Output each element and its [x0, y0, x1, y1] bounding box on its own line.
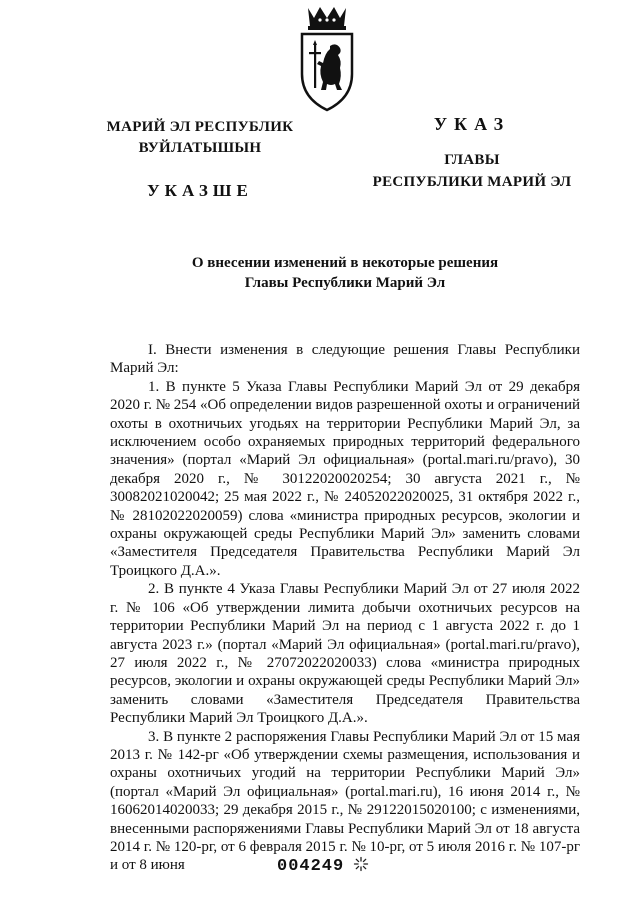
document-title: [130, 253, 560, 293]
document-body: [110, 341, 580, 875]
paragraph-item-2: 2. В пункте 4 Указа Главы Республики Марий Эл от 27 июля 2022 г. № 106 «Об утверждении лимита добычи охотничьих ресурсов на территории Республики Марий Эл на период с 1 августа 2022 г. до 1 августа 2023 г.» (портал «Марий Эл официальная» (portal.mari.ru/pravo), 27 июля 2022 г., № 27072022020033) слова «министра природных ресурсов, экологии и охраны окружающей среды Республики Марий Эл» заменить словами «Заместителя Председателя Правительства Республики Марий Эл Троицкого Д.А.».: [110, 581, 580, 727]
paragraph-intro: I. Внести изменения в следующие решения Главы Республики Марий Эл:: [110, 342, 580, 377]
asterisk-mark-icon: [353, 856, 369, 872]
header-right: [362, 114, 582, 193]
header-right-line1: УКАЗ: [433, 114, 511, 134]
coat-of-arms-icon: [296, 6, 358, 112]
header-left-line2: ВУЙЛАТЫШЫН: [138, 140, 262, 156]
document-title-line1: О внесении изменений в некоторые решения: [191, 255, 499, 271]
header-right-line3: РЕСПУБЛИКИ МАРИЙ ЭЛ: [372, 174, 572, 190]
header-left-line3: УКАЗШЕ: [147, 181, 253, 200]
header-left: [95, 117, 305, 201]
serial-number: 004249: [277, 857, 345, 876]
paragraph-item-3: 3. В пункте 2 распоряжения Главы Республики Марий Эл от 15 мая 2013 г. № 142-рг «Об утверждении схемы размещения, использования и охраны охотничьих угодий на территории Республики Марий Эл» (портал «Марий Эл официальная» (portal.mari.ru), 16 июня 2014 г., № 16062014020033; 29 декабря 2015 г., № 29122015020100; с изменениями, внесенными распоряжениями Главы Республики Марий Эл от 18 августа 2014 г. № 120-рг, от 6 февраля 2015 г. № 10-рг, от 5 июля 2016 г. № 107-рг и от 8 июня: [110, 728, 580, 874]
header-right-line2: ГЛАВЫ: [444, 152, 500, 168]
document-title-line2: Главы Республики Марий Эл: [244, 275, 446, 291]
paragraph-item-1: 1. В пункте 5 Указа Главы Республики Марий Эл от 29 декабря 2020 г. № 254 «Об определении видов разрешенной охоты и ограничений охоты в охотничьих угодьях на территории Республики Марий Эл, за исключением особо охраняемых природных территорий федерального значения» (портал «Марий Эл официальная» (portal.mari.ru/pravo), 30 декабря 2020 г., № 30122020020254; 30 августа 2021 г., № 30082021020042; 25 мая 2022 г., № 24052022020025, 31 октября 2022 г., № 28102022020059) слова «министра природных ресурсов, экологии и охраны окружающей среды Республики Марий Эл» заменить словами «Заместителя Председателя Правительства Республики Марий Эл Троицкого Д.А.».: [110, 378, 581, 579]
header-left-line1: МАРИЙ ЭЛ РЕСПУБЛИК: [106, 119, 294, 135]
